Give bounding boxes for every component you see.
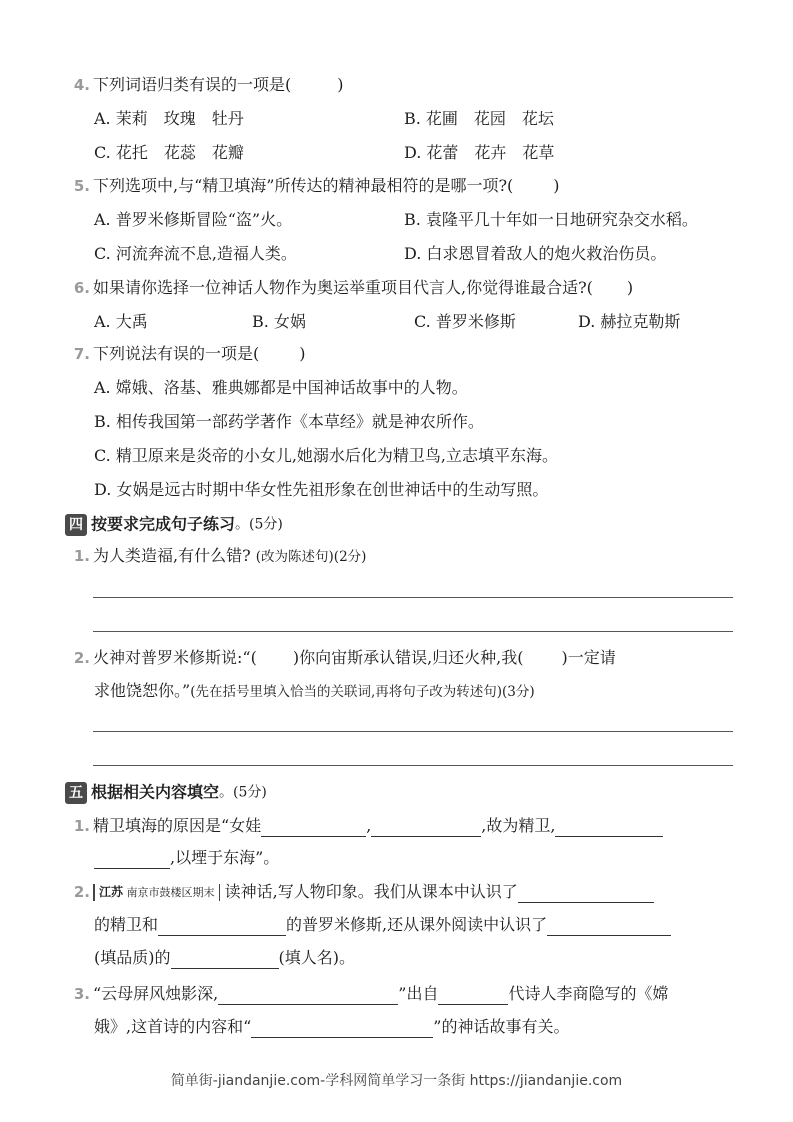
fill-blank[interactable] — [371, 818, 481, 837]
question-6: 6. 如果请你选择一位神话人物作为奥运举重项目代言人,你觉得谁最合适?( ) — [70, 277, 633, 299]
section-score: 。(5分) — [235, 516, 283, 533]
section-4-header — [65, 513, 283, 536]
question-number: 4. — [73, 76, 90, 94]
question-note: (改为陈述句)(2分) — [255, 549, 367, 565]
answer-line[interactable] — [93, 731, 733, 732]
question-7: 7. 下列说法有误的一项是( ) — [70, 343, 306, 365]
section-score: 。(5分) — [219, 784, 267, 801]
s5-question-1-line2: ,以堙于东海”。 — [94, 847, 279, 869]
question-text: 下列词语归类有误的一项是( — [93, 75, 292, 94]
section-number-box: 五 — [65, 782, 87, 804]
s4-question-2: 2. 火神对普罗米修斯说:“( )你向宙斯承认错误,归还火种,我( )一定请 — [73, 648, 616, 667]
option-a: A. 大禹 — [94, 312, 148, 331]
option-d: D. 白求恩冒着敌人的炮火救治伤员。 — [404, 244, 667, 263]
option-a: A. 普罗米修斯冒险“盗”火。 — [94, 210, 293, 229]
option-c: C. 河流奔流不息,造福人类。 — [94, 244, 297, 263]
fill-blank[interactable] — [94, 850, 170, 869]
option-c: C. 花托 花蕊 花瓣 — [94, 143, 244, 162]
fill-blank[interactable] — [555, 818, 663, 837]
option-d: D. 赫拉克勒斯 — [578, 312, 681, 331]
question-text: 如果请你选择一位神话人物作为奥运举重项目代言人,你觉得谁最合适?( — [93, 278, 593, 297]
option-b: B. 袁隆平几十年如一日地研究杂交水稻。 — [404, 210, 698, 229]
question-note: (先在括号里填入恰当的关联词,再将句子改为转述句)(3分) — [190, 684, 535, 700]
s4-question-2-line2: 求他饶恕你。”(先在括号里填入恰当的关联词,再将句子改为转述句)(3分) — [94, 681, 535, 700]
option-b: B. 女娲 — [252, 312, 306, 331]
s4-question-1: 1. 为人类造福,有什么错? (改为陈述句)(2分) — [73, 546, 367, 565]
option-d: D. 女娲是远古时期中华女性先祖形象在创世神话中的生动写照。 — [94, 480, 549, 499]
question-number: 5. — [73, 177, 90, 195]
option-b: B. 花圃 花园 花坛 — [404, 109, 554, 128]
fill-blank[interactable] — [518, 884, 654, 903]
source-tag: 江苏 南京市鼓楼区期末 — [93, 884, 220, 901]
section-title: 根据相关内容填空 — [91, 782, 220, 802]
fill-blank[interactable] — [547, 917, 671, 936]
fill-blank[interactable] — [438, 986, 508, 1005]
fill-blank[interactable] — [251, 1019, 433, 1038]
section-title: 按要求完成句子练习 — [91, 514, 236, 534]
fill-blank[interactable] — [171, 950, 279, 969]
fill-blank[interactable] — [261, 818, 366, 837]
answer-line[interactable] — [93, 597, 733, 598]
question-4: 4. 下列词语归类有误的一项是( ) — [70, 74, 344, 96]
answer-line[interactable] — [93, 631, 733, 632]
option-c: C. 精卫原来是炎帝的小女儿,她溺水后化为精卫鸟,立志填平东海。 — [94, 446, 559, 465]
question-number: 7. — [73, 345, 90, 363]
fill-blank[interactable] — [158, 917, 286, 936]
section-5-header — [65, 781, 267, 804]
option-c: C. 普罗米修斯 — [414, 312, 516, 331]
fill-blank[interactable] — [218, 986, 398, 1005]
section-number-box: 四 — [65, 514, 87, 536]
s5-question-2: 2. 江苏 南京市鼓楼区期末 读神话,写人物印象。我们从课本中认识了 — [70, 881, 654, 903]
question-text: 下列选项中,与“精卫填海”所传达的精神最相符的是哪一项?( — [93, 176, 514, 195]
option-a: A. 嫦娥、洛基、雅典娜都是中国神话故事中的人物。 — [94, 378, 468, 397]
option-b: B. 相传我国第一部药学著作《本草经》就是神农所作。 — [94, 412, 484, 431]
page-footer: 简单街-jiandanjie.com-学科网简单学习一条街 https://jiandanjie.com — [170, 1073, 623, 1089]
question-number: 6. — [73, 279, 90, 297]
option-a: A. 茉莉 玫瑰 牡丹 — [94, 109, 244, 128]
s5-question-2-line2: 的精卫和 的普罗米修斯,还从课外阅读中认识了 — [94, 914, 671, 936]
question-5: 5. 下列选项中,与“精卫填海”所传达的精神最相符的是哪一项?( ) — [70, 175, 560, 197]
s5-question-3-line2: 娥》,这首诗的内容和“ ”的神话故事有关。 — [94, 1017, 570, 1036]
answer-line[interactable] — [93, 765, 733, 766]
s5-question-3: 3. “云母屏风烛影深, ”出自 代诗人李商隐写的《嫦 — [73, 984, 669, 1003]
s5-question-1: 1. 精卫填海的原因是“女娃 , ,故为精卫, — [70, 815, 663, 837]
option-d: D. 花蕾 花卉 花草 — [404, 143, 555, 162]
s5-question-2-line3: (填品质)的 (填人名)。 — [94, 948, 355, 967]
question-text: 下列说法有误的一项是( — [93, 344, 260, 363]
